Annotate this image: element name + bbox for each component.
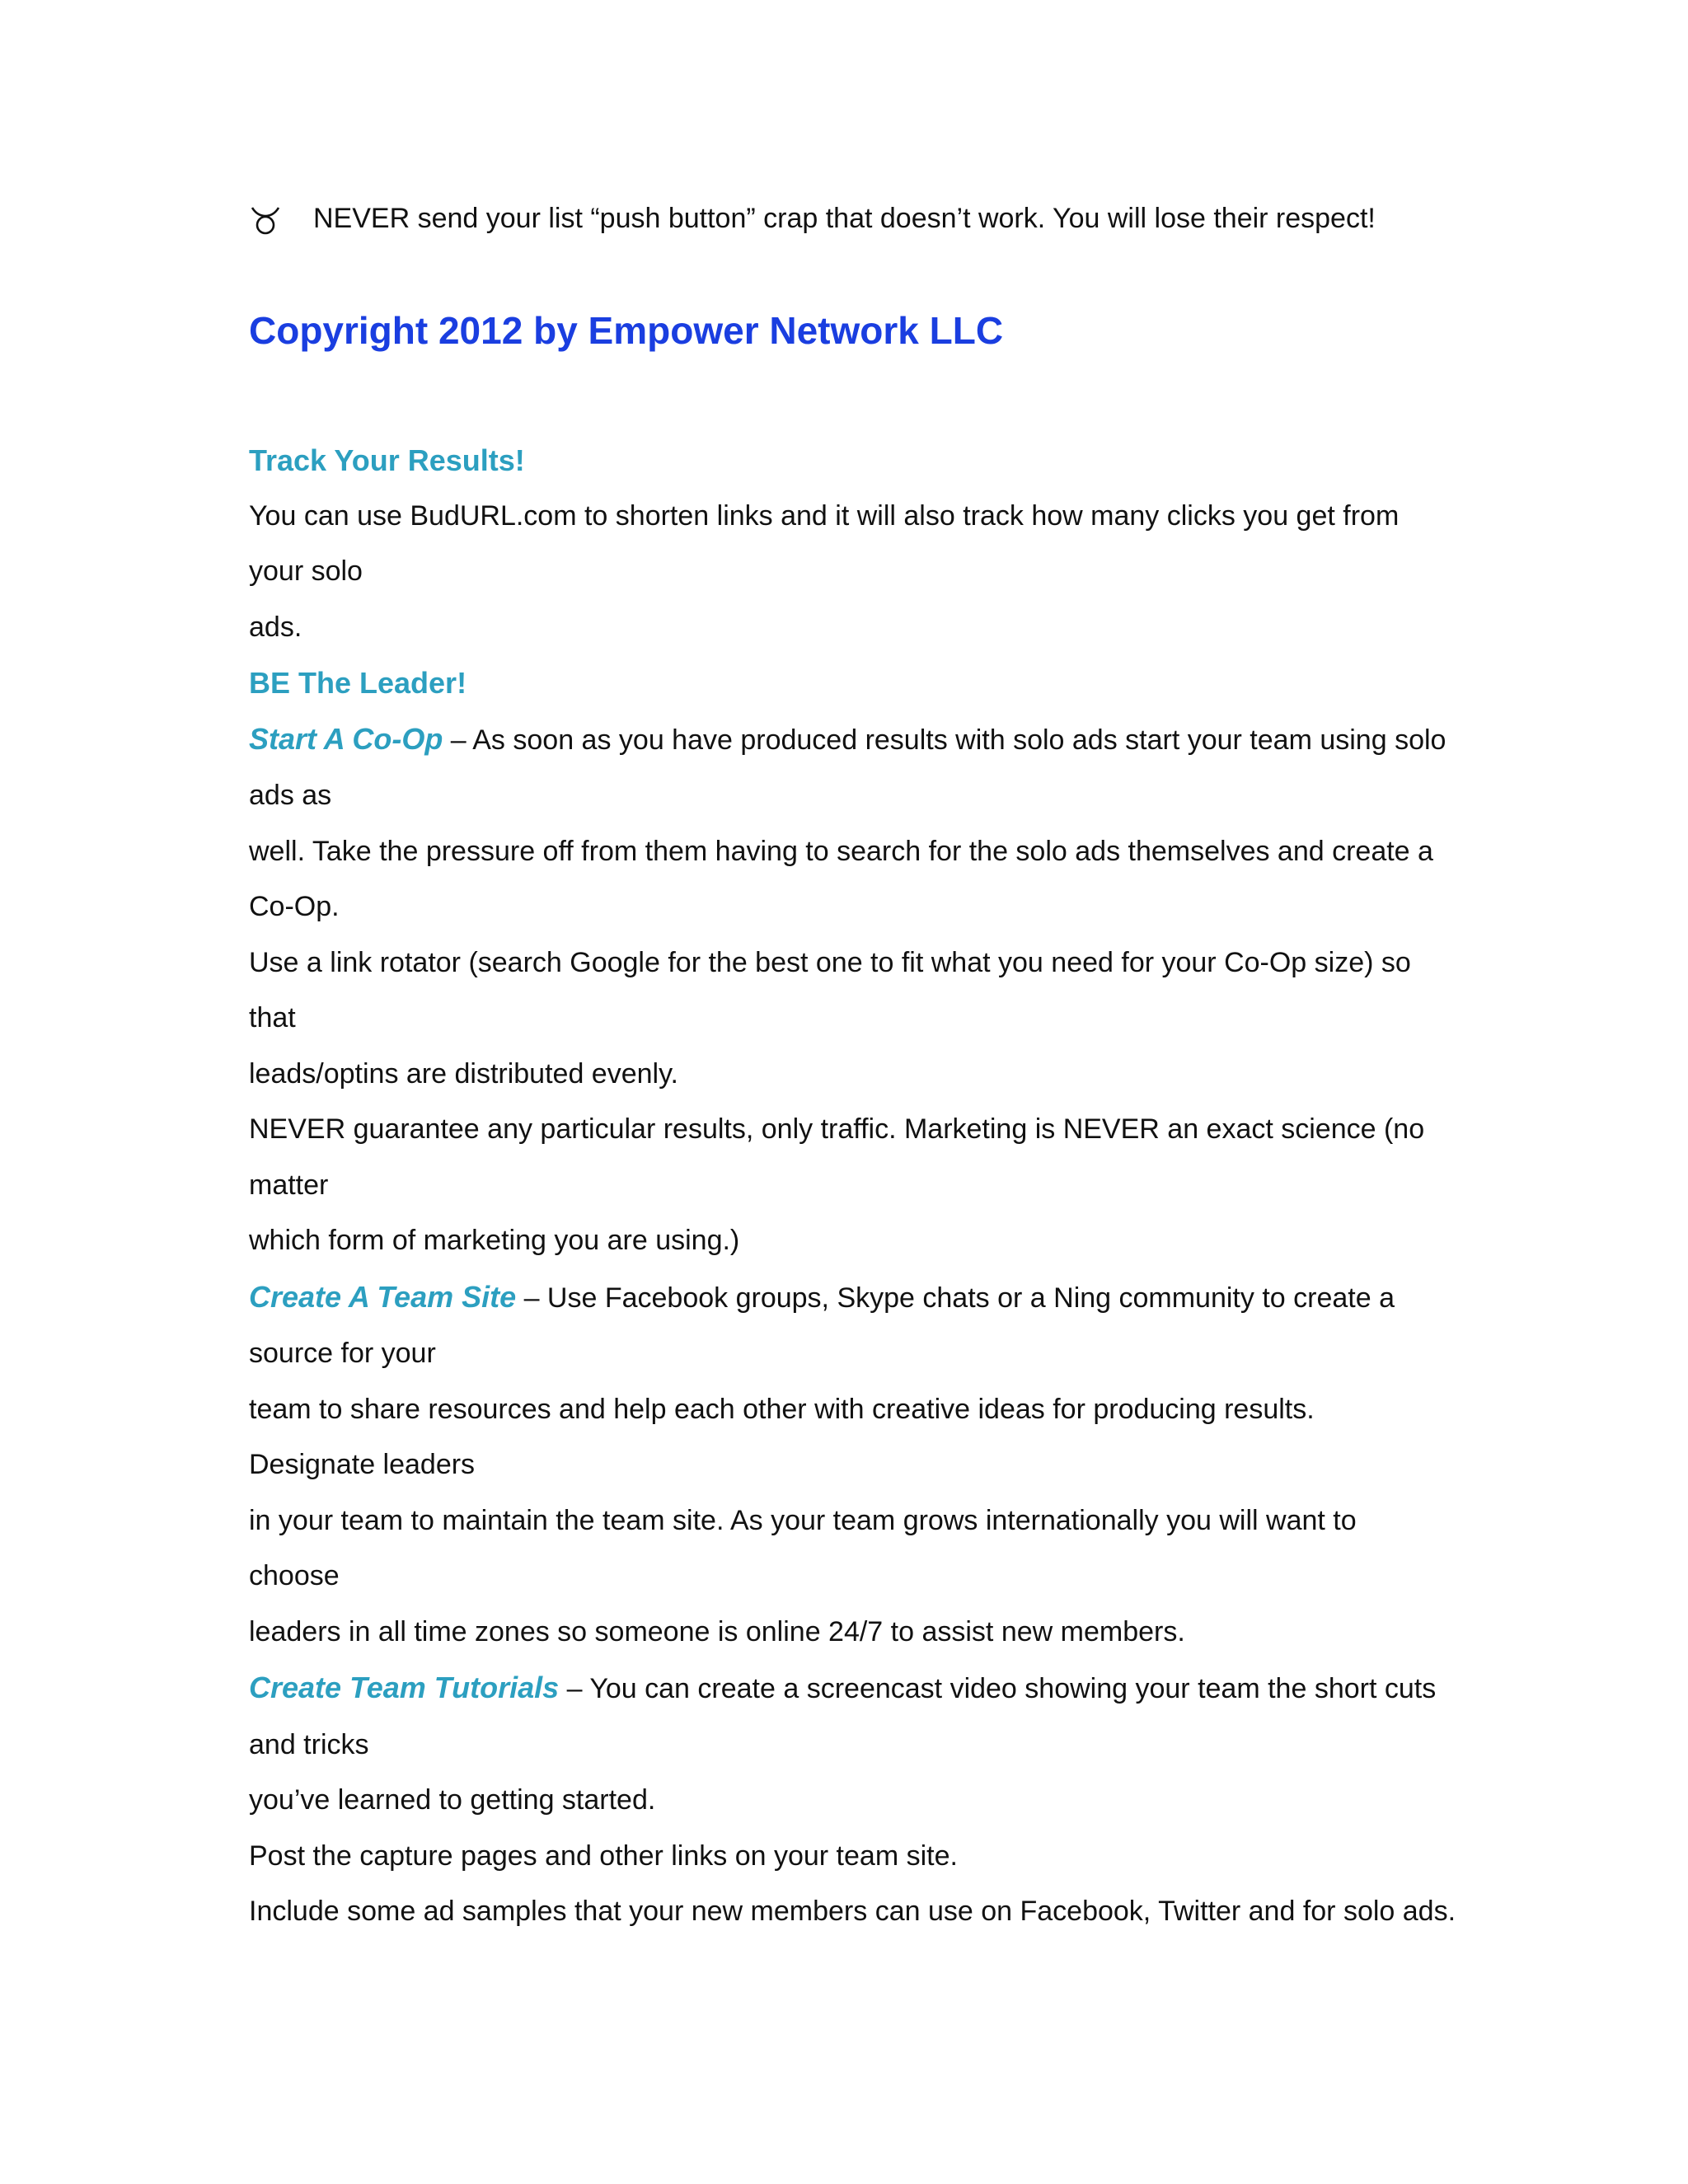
track-results-heading: Track Your Results! [249,443,525,477]
body-line: matter [249,1169,329,1201]
body-line: which form of marketing you are using.) [249,1225,740,1256]
taurus-symbol-icon [249,203,282,236]
body-line: You can use BudURL.com to shorten links and it will also track how many clicks you get from [249,499,1400,532]
body-line: and tricks [249,1728,369,1760]
body-line: Post the capture pages and other links on your team site. [249,1840,958,1872]
body-line: ads as [249,780,332,811]
body-line: Designate leaders [249,1449,476,1480]
coop-first-text: – As soon as you have produced results with solo ads start your team using solo [443,724,1447,756]
teamsite-first-line [249,1269,1456,1327]
coop-first-line [249,711,1456,769]
body-line: your solo [249,555,363,587]
coop-lead: Start A Co-Op [249,721,443,756]
body-line: team to share resources and help each other with creative ideas for producing results. [249,1393,1315,1425]
tutorials-first-text: – You can create a screencast video showing your team the short cuts [559,1673,1437,1704]
body-line: NEVER guarantee any particular results, only traffic. Marketing is NEVER an exact science (no [249,1113,1425,1145]
tutorials-lead: Create Team Tutorials [249,1671,560,1704]
body-line: that [249,1002,296,1033]
bullet-text: NEVER send your list “push button” crap that doesn’t work. You will lose their respect! [313,202,1376,234]
body-line: leads/optins are distributed evenly. [249,1057,679,1090]
body-flow [249,433,1456,1940]
body-line: Co-Op. [249,891,340,922]
teamsite-first-text: – Use Facebook groups, Skype chats or a Ning community to create a [516,1282,1395,1314]
copyright-heading: Copyright 2012 by Empower Network LLC [249,309,1004,352]
bullet-item [249,191,1376,246]
body-line: Use a link rotator (search Google for the best one to fit what you need for your Co-Op size) so [249,946,1411,978]
body-line: you’ve learned to getting started. [249,1784,656,1816]
body-line: Include some ad samples that your new members can use on Facebook, Twitter and for solo ads. [249,1896,1456,1927]
tutorials-first-line [249,1660,1456,1718]
body-line: choose [249,1560,340,1591]
body-line: well. Take the pressure off from them having to search for the solo ads themselves and create a [249,835,1433,867]
body-line: source for your [249,1338,436,1369]
body-line: leaders in all time zones so someone is online 24/7 to assist new members. [249,1615,1185,1647]
body-line: ads. [249,611,302,643]
teamsite-lead: Create A Team Site [249,1279,517,1314]
body-line: in your team to maintain the team site. As your team grows internationally you will want to [249,1504,1357,1536]
be-the-leader-heading: BE The Leader! [249,666,467,700]
